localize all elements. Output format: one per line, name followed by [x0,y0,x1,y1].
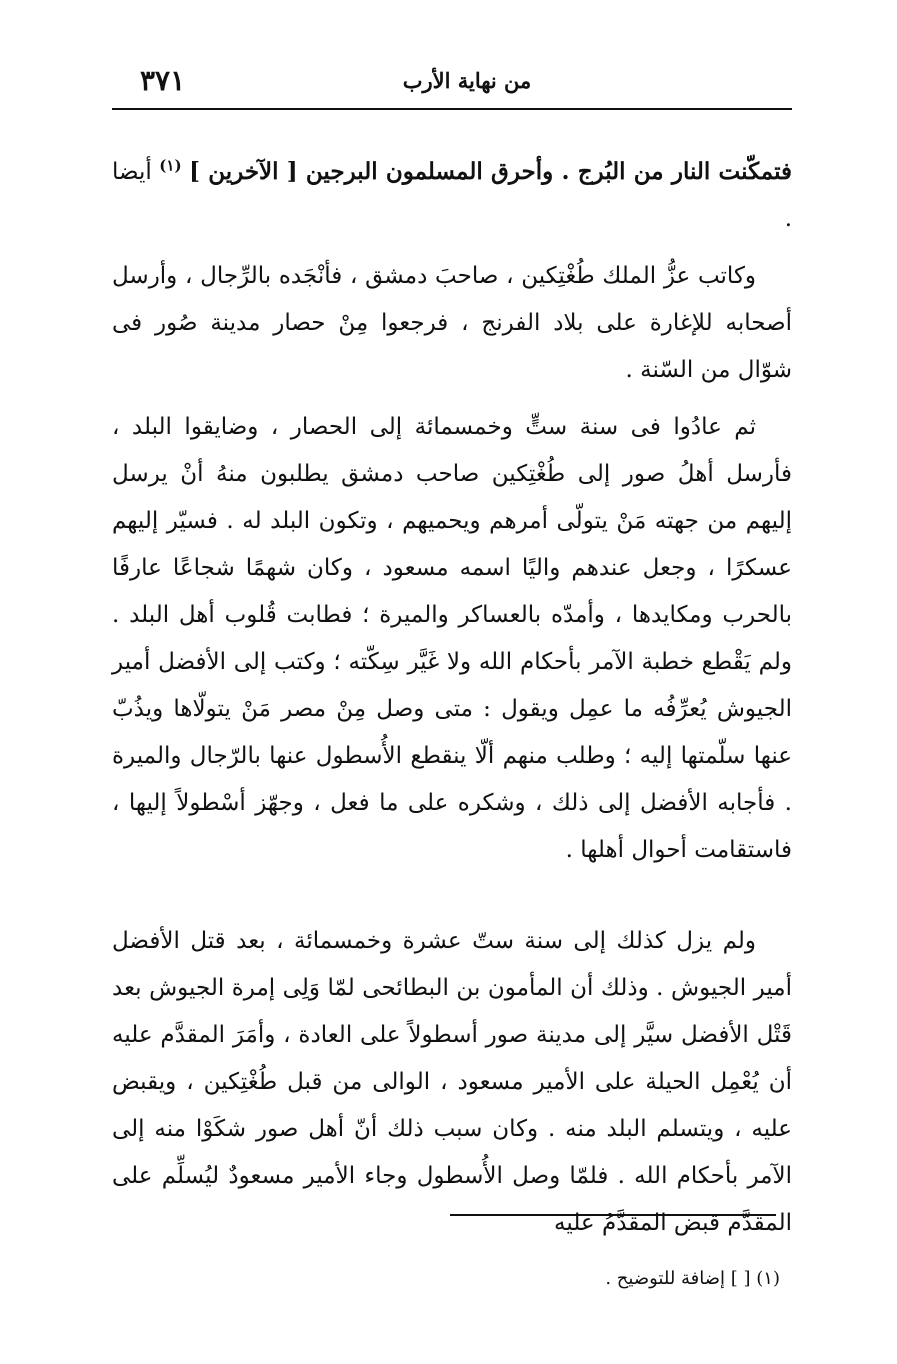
paragraph-2: وكاتب عزُّ الملك طُغْتِكين ، صاحبَ دمشق ، فأنْجَده بالرِّجال ، وأرسل أصحابه للإغارة على بلاد الفرنج ، فرجعوا مِنْ حصار مدينة صُور فى شوّال من السّنة . [112,263,792,383]
footnote: (١) [ ] إضافة للتوضيح . [605,1268,780,1289]
paragraph-1-lead: فتمكّنت النار من البُرج . وأحرق المسلمون البرجين [ الآخرين ] [189,158,793,185]
page-header [112,64,792,106]
body-text [112,148,792,1247]
paragraph-1 [112,148,792,243]
paragraph-1-tail: أيضا . [112,159,792,232]
page-number: ٣٧١ [140,64,186,97]
footnote-rule [450,1214,776,1216]
paragraph-4: ولم يزل كذلك إلى سنة ستّ عشرة وخمسمائة ، بعد قتل الأفضل أمير الجيوش . وذلك أن المأمون بن البطائحى لمّا وَلِى إمرة الجيوش بعد قَتْل الأفضل سيَّر إلى مدينة صور أسطولاً على العادة ، وأمَرَ المقدَّم عليه أن يُعْمِل الحيلة على الأمير مسعود ، الوالى من قبل طُغْتِكين ، ويقبض عليه ، ويتسلم البلد منه . وكان سبب ذلك أنّ أهل صور شكَوْا منه إلى الآمر بأحكام الله . فلمّا وصل الأُسطول وجاء الأمير مسعودٌ ليُسلِّم على المقدَّم قبض المقدَّمُ عليه [112,928,792,1236]
footnote-reference: (١) [159,156,182,175]
paragraph-3: ثم عادُوا فى سنة ستٍّ وخمسمائة إلى الحصار ، وضايقوا البلد ، فأرسل أهلُ صور إلى طُغْتِكين صاحب دمشق يطلبون منهُ أنْ يرسل إليهم من جهته مَنْ يتولّى أمرهم ويحميهم ، وتكون البلد له . فسيّر إليهم عسكرًا ، وجعل عندهم واليًا اسمه مسعود ، وكان شهمًا شجاعًا عارفًا بالحرب ومكايدها ، وأمدّه بالعساكر والميرة ؛ فطابت قُلوب أهل البلد . ولم يَقْطع خطبة الآمر بأحكام الله ولا غَيَّر سِكّته ؛ وكتب إلى الأفضل أمير الجيوش يُعرِّفُه ما عمِل ويقول : متى وصل مِنْ مصر مَنْ يتولّاها ويذُبّ عنها سلّمتها إليه ؛ وطلب منهم ألّا ينقطع الأُسطول عنها بالرّجال والميرة . فأجابه الأفضل إلى ذلك ، وشكره على ما فعل ، وجهّز أسْطولاً إليها ، فاستقامت أحوال أهلها . [112,414,792,863]
header-rule [112,108,792,110]
running-title: من نهاية الأرب [402,68,532,93]
